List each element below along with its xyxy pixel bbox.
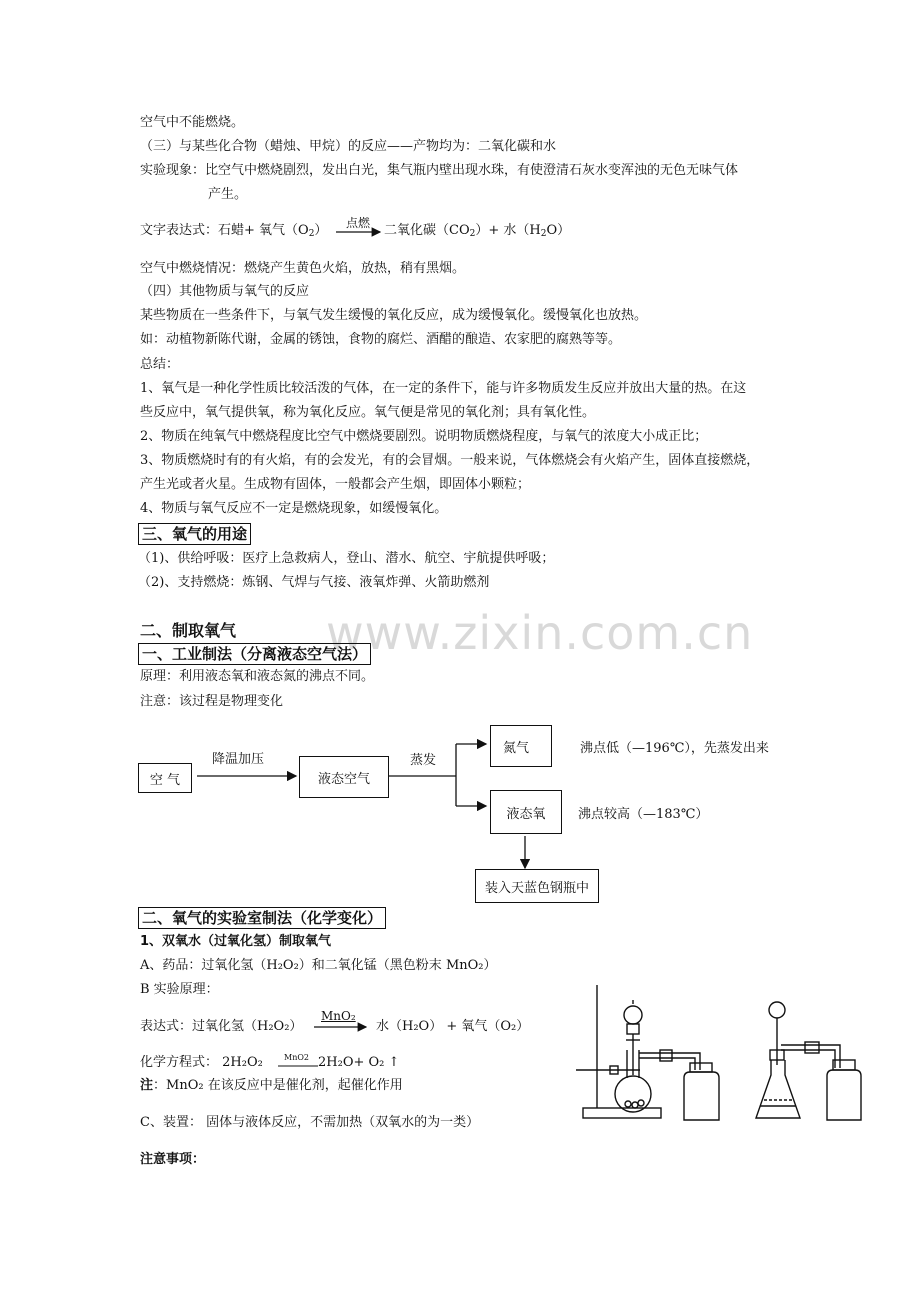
flow-label: 降温加压 bbox=[212, 752, 265, 767]
text-line: 产生光或者火星。生成物有固体，一般都会产生烟，即固体小颗粒； bbox=[140, 477, 531, 492]
flow-note: 沸点较高（—183℃） bbox=[578, 807, 709, 822]
catalyst-label: MnO₂ bbox=[321, 1009, 356, 1023]
flow-node-nitrogen: 氮气 bbox=[490, 725, 552, 767]
text-line: （2)、支持燃烧：炼钢、气焊与气接、液氧炸弹、火箭助燃剂 bbox=[138, 575, 490, 590]
note-line: 注：MnO₂ 在该反应中是催化剂，起催化作用 bbox=[140, 1078, 403, 1093]
text-line: 些反应中，氧气提供氧，称为氧化反应。氧气便是常见的氧化剂；具有氧化性。 bbox=[140, 405, 596, 420]
text-line: 如：动植物新陈代谢，金属的锈蚀，食物的腐烂、酒醋的酿造、农家肥的腐熟等等。 bbox=[140, 332, 622, 347]
text-line: 注意：该过程是物理变化 bbox=[140, 694, 284, 709]
text-line: B 实验原理： bbox=[140, 982, 219, 997]
flow-note: 沸点低（—196℃），先蒸发出来 bbox=[580, 741, 769, 756]
text-line: （四）其他物质与氧气的反应 bbox=[140, 284, 310, 299]
flow-node-air: 空 气 bbox=[138, 763, 192, 793]
eq-condition: 点燃 bbox=[346, 216, 371, 230]
text-line: A、药品：过氧化氢（H₂O₂）和二氧化锰（黑色粉末 MnO₂） bbox=[140, 958, 497, 973]
flow-node-storage: 装入天蓝色钢瓶中 bbox=[475, 869, 599, 903]
subheading: 注意事项： bbox=[140, 1152, 206, 1167]
text-line: 1、氧气是一种化学性质比较活泼的气体，在一定的条件下，能与许多物质发生反应并放出大量的热。在这 bbox=[140, 381, 747, 396]
text-line: C、装置： 固体与液体反应，不需加热（双氧水的为一类） bbox=[140, 1115, 480, 1130]
text-line: 产生。 bbox=[208, 187, 248, 202]
expression-right: 水（H₂O） + 氧气（O₂） bbox=[376, 1019, 530, 1034]
section-heading: 一、工业制法（分离液态空气法） bbox=[138, 643, 371, 665]
text-line: 空气中燃烧情况：燃烧产生黄色火焰，放热，稍有黑烟。 bbox=[140, 261, 466, 276]
text-line: 实验现象：比空气中燃烧剧烈，发出白光，集气瓶内壁出现水珠，有使澄清石灰水变浑浊的无色无味气体 bbox=[140, 163, 739, 178]
text-line: 总结： bbox=[140, 357, 180, 372]
section-heading: 三、氧气的用途 bbox=[138, 523, 251, 545]
catalyst-label: MnO2 bbox=[284, 1053, 309, 1062]
subheading: 1、双氧水（过氧化氢）制取氧气 bbox=[140, 934, 332, 949]
text-line: （三）与某些化合物（蜡烛、甲烷）的反应——产物均为：二氧化碳和水 bbox=[140, 139, 557, 154]
text-line: 3、物质燃烧时有的有火焰，有的会发光，有的会冒烟。一般来说，气体燃烧会有火焰产生，固体直接燃烧， bbox=[140, 453, 760, 468]
eq-left: 文字表达式：石蜡+ 氧气（O bbox=[140, 223, 309, 238]
flow-node-liquid-oxygen: 液态氧 bbox=[490, 790, 562, 834]
text-line: 2、物质在纯氧气中燃烧程度比空气中燃烧要剧烈。说明物质燃烧程度，与氧气的浓度大小成正比； bbox=[140, 429, 708, 444]
chem-equation-right: 2H₂O+ O₂ ↑ bbox=[318, 1055, 400, 1070]
section-heading: 二、制取氧气 bbox=[140, 621, 237, 640]
text-line: 空气中不能燃烧。 bbox=[140, 115, 245, 130]
flow-node-liquid-air: 液态空气 bbox=[299, 756, 389, 798]
text-line: （1)、供给呼吸：医疗上急救病人，登山、潜水、航空、宇航提供呼吸； bbox=[138, 551, 555, 566]
text-line: 原理：利用液态氧和液态氮的沸点不同。 bbox=[140, 669, 375, 684]
chem-equation-left: 化学方程式： 2H₂O₂ bbox=[140, 1055, 263, 1070]
text-line: 某些物质在一些条件下，与氧气发生缓慢的氧化反应，成为缓慢氧化。缓慢氧化也放热。 bbox=[140, 308, 648, 323]
word-equation: 文字表达式：石蜡+ 氧气$(O_2)$ bbox=[140, 223, 328, 239]
text-line: 4、物质与氧气反应不一定是燃烧现象，如缓慢氧化。 bbox=[140, 501, 448, 516]
eq-right: 二氧化碳$(CO_2)+$ 水$(H_2O)$ bbox=[384, 223, 571, 239]
section-heading: 二、氧气的实验室制法（化学变化） bbox=[138, 907, 386, 929]
expression-left: 表达式：过氧化氢（H₂O₂） bbox=[140, 1019, 303, 1034]
flow-label: 蒸发 bbox=[410, 753, 437, 768]
watermark: www.zixin.com.cn bbox=[326, 606, 754, 660]
